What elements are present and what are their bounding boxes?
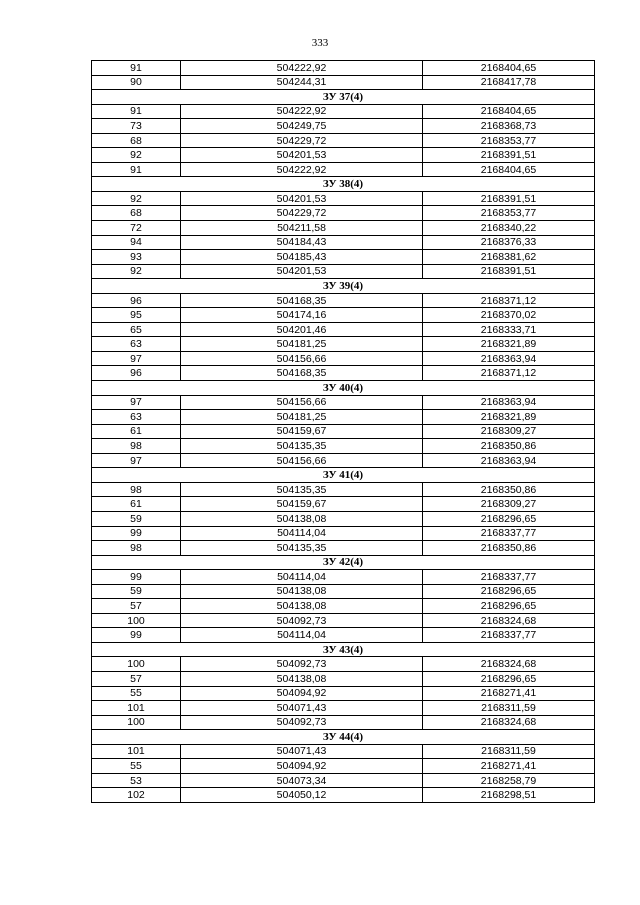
x-coordinate-cell: 504222,92 — [181, 162, 423, 177]
x-coordinate-cell: 504138,08 — [181, 671, 423, 686]
point-number-cell: 53 — [92, 773, 181, 788]
table-row — [92, 395, 595, 410]
point-number-cell: 98 — [92, 482, 181, 497]
section-header-row — [92, 90, 595, 105]
x-coordinate-cell: 504138,08 — [181, 584, 423, 599]
y-coordinate-cell: 2168296,65 — [423, 584, 595, 599]
x-coordinate-cell: 504201,53 — [181, 191, 423, 206]
table-row — [92, 511, 595, 526]
table-row — [92, 293, 595, 308]
table-row — [92, 351, 595, 366]
coordinates-table — [91, 60, 595, 803]
section-header-row — [92, 468, 595, 483]
point-number-cell: 68 — [92, 206, 181, 221]
y-coordinate-cell: 2168363,94 — [423, 453, 595, 468]
table-row — [92, 235, 595, 250]
x-coordinate-cell: 504159,67 — [181, 497, 423, 512]
y-coordinate-cell: 2168337,77 — [423, 628, 595, 643]
x-coordinate-cell: 504222,92 — [181, 104, 423, 119]
y-coordinate-cell: 2168381,62 — [423, 250, 595, 265]
x-coordinate-cell: 504184,43 — [181, 235, 423, 250]
section-title: ЗУ 43(4) — [92, 642, 595, 657]
x-coordinate-cell: 504168,35 — [181, 293, 423, 308]
y-coordinate-cell: 2168363,94 — [423, 351, 595, 366]
y-coordinate-cell: 2168271,41 — [423, 759, 595, 774]
table-row — [92, 788, 595, 803]
y-coordinate-cell: 2168368,73 — [423, 119, 595, 134]
x-coordinate-cell: 504050,12 — [181, 788, 423, 803]
point-number-cell: 99 — [92, 570, 181, 585]
y-coordinate-cell: 2168296,65 — [423, 511, 595, 526]
table-row — [92, 75, 595, 90]
x-coordinate-cell: 504135,35 — [181, 541, 423, 556]
point-number-cell: 91 — [92, 104, 181, 119]
point-number-cell: 59 — [92, 584, 181, 599]
y-coordinate-cell: 2168363,94 — [423, 395, 595, 410]
table-row — [92, 541, 595, 556]
table-row — [92, 584, 595, 599]
y-coordinate-cell: 2168311,59 — [423, 744, 595, 759]
section-title: ЗУ 38(4) — [92, 177, 595, 192]
section-header-row — [92, 381, 595, 396]
point-number-cell: 68 — [92, 133, 181, 148]
y-coordinate-cell: 2168309,27 — [423, 497, 595, 512]
x-coordinate-cell: 504156,66 — [181, 453, 423, 468]
point-number-cell: 99 — [92, 526, 181, 541]
point-number-cell: 92 — [92, 148, 181, 163]
table-row — [92, 206, 595, 221]
point-number-cell: 97 — [92, 395, 181, 410]
x-coordinate-cell: 504229,72 — [181, 133, 423, 148]
table-row — [92, 744, 595, 759]
y-coordinate-cell: 2168404,65 — [423, 61, 595, 76]
x-coordinate-cell: 504222,92 — [181, 61, 423, 76]
x-coordinate-cell: 504135,35 — [181, 482, 423, 497]
x-coordinate-cell: 504185,43 — [181, 250, 423, 265]
table-row — [92, 759, 595, 774]
table-row — [92, 482, 595, 497]
table-row — [92, 221, 595, 236]
point-number-cell: 61 — [92, 497, 181, 512]
y-coordinate-cell: 2168404,65 — [423, 162, 595, 177]
table-row — [92, 671, 595, 686]
point-number-cell: 57 — [92, 599, 181, 614]
point-number-cell: 102 — [92, 788, 181, 803]
point-number-cell: 95 — [92, 308, 181, 323]
point-number-cell: 92 — [92, 264, 181, 279]
point-number-cell: 91 — [92, 61, 181, 76]
point-number-cell: 98 — [92, 439, 181, 454]
point-number-cell: 90 — [92, 75, 181, 90]
x-coordinate-cell: 504114,04 — [181, 570, 423, 585]
table-row — [92, 250, 595, 265]
point-number-cell: 55 — [92, 686, 181, 701]
table-row — [92, 715, 595, 730]
table-row — [92, 148, 595, 163]
x-coordinate-cell: 504168,35 — [181, 366, 423, 381]
y-coordinate-cell: 2168370,02 — [423, 308, 595, 323]
y-coordinate-cell: 2168371,12 — [423, 293, 595, 308]
point-number-cell: 96 — [92, 293, 181, 308]
section-title: ЗУ 39(4) — [92, 279, 595, 294]
section-title: ЗУ 40(4) — [92, 381, 595, 396]
point-number-cell: 63 — [92, 337, 181, 352]
section-title: ЗУ 37(4) — [92, 90, 595, 105]
table-row — [92, 439, 595, 454]
x-coordinate-cell: 504156,66 — [181, 351, 423, 366]
x-coordinate-cell: 504181,25 — [181, 410, 423, 425]
point-number-cell: 97 — [92, 351, 181, 366]
section-header-row — [92, 642, 595, 657]
section-title: ЗУ 42(4) — [92, 555, 595, 570]
y-coordinate-cell: 2168391,51 — [423, 191, 595, 206]
point-number-cell: 59 — [92, 511, 181, 526]
y-coordinate-cell: 2168324,68 — [423, 657, 595, 672]
section-header-row — [92, 177, 595, 192]
table-row — [92, 497, 595, 512]
y-coordinate-cell: 2168353,77 — [423, 206, 595, 221]
table-row — [92, 570, 595, 585]
x-coordinate-cell: 504092,73 — [181, 657, 423, 672]
table-row — [92, 686, 595, 701]
x-coordinate-cell: 504181,25 — [181, 337, 423, 352]
x-coordinate-cell: 504174,16 — [181, 308, 423, 323]
x-coordinate-cell: 504159,67 — [181, 424, 423, 439]
x-coordinate-cell: 504211,58 — [181, 221, 423, 236]
point-number-cell: 63 — [92, 410, 181, 425]
y-coordinate-cell: 2168350,86 — [423, 439, 595, 454]
y-coordinate-cell: 2168258,79 — [423, 773, 595, 788]
y-coordinate-cell: 2168353,77 — [423, 133, 595, 148]
x-coordinate-cell: 504201,53 — [181, 264, 423, 279]
table-row — [92, 599, 595, 614]
point-number-cell: 97 — [92, 453, 181, 468]
y-coordinate-cell: 2168298,51 — [423, 788, 595, 803]
table-row — [92, 453, 595, 468]
y-coordinate-cell: 2168391,51 — [423, 148, 595, 163]
y-coordinate-cell: 2168296,65 — [423, 599, 595, 614]
table-row — [92, 410, 595, 425]
y-coordinate-cell: 2168324,68 — [423, 715, 595, 730]
x-coordinate-cell: 504138,08 — [181, 599, 423, 614]
table-row — [92, 424, 595, 439]
table-row — [92, 322, 595, 337]
table-row — [92, 628, 595, 643]
x-coordinate-cell: 504092,73 — [181, 613, 423, 628]
table-row — [92, 133, 595, 148]
point-number-cell: 72 — [92, 221, 181, 236]
coordinates-table-body — [92, 61, 595, 803]
y-coordinate-cell: 2168321,89 — [423, 410, 595, 425]
table-row — [92, 264, 595, 279]
table-row — [92, 526, 595, 541]
y-coordinate-cell: 2168376,33 — [423, 235, 595, 250]
x-coordinate-cell: 504071,43 — [181, 701, 423, 716]
x-coordinate-cell: 504094,92 — [181, 686, 423, 701]
point-number-cell: 96 — [92, 366, 181, 381]
x-coordinate-cell: 504114,04 — [181, 526, 423, 541]
page-number: 333 — [311, 37, 329, 49]
table-row — [92, 308, 595, 323]
point-number-cell: 61 — [92, 424, 181, 439]
y-coordinate-cell: 2168321,89 — [423, 337, 595, 352]
y-coordinate-cell: 2168337,77 — [423, 570, 595, 585]
point-number-cell: 57 — [92, 671, 181, 686]
y-coordinate-cell: 2168296,65 — [423, 671, 595, 686]
y-coordinate-cell: 2168371,12 — [423, 366, 595, 381]
table-row — [92, 613, 595, 628]
y-coordinate-cell: 2168391,51 — [423, 264, 595, 279]
y-coordinate-cell: 2168340,22 — [423, 221, 595, 236]
point-number-cell: 94 — [92, 235, 181, 250]
point-number-cell: 92 — [92, 191, 181, 206]
y-coordinate-cell: 2168337,77 — [423, 526, 595, 541]
table-row — [92, 61, 595, 76]
point-number-cell: 99 — [92, 628, 181, 643]
point-number-cell: 93 — [92, 250, 181, 265]
x-coordinate-cell: 504071,43 — [181, 744, 423, 759]
x-coordinate-cell: 504092,73 — [181, 715, 423, 730]
table-row — [92, 701, 595, 716]
section-header-row — [92, 279, 595, 294]
y-coordinate-cell: 2168417,78 — [423, 75, 595, 90]
point-number-cell: 73 — [92, 119, 181, 134]
table-row — [92, 366, 595, 381]
y-coordinate-cell: 2168324,68 — [423, 613, 595, 628]
section-title: ЗУ 44(4) — [92, 730, 595, 745]
y-coordinate-cell: 2168309,27 — [423, 424, 595, 439]
x-coordinate-cell: 504229,72 — [181, 206, 423, 221]
point-number-cell: 55 — [92, 759, 181, 774]
y-coordinate-cell: 2168350,86 — [423, 482, 595, 497]
point-number-cell: 100 — [92, 715, 181, 730]
section-header-row — [92, 555, 595, 570]
x-coordinate-cell: 504135,35 — [181, 439, 423, 454]
table-row — [92, 773, 595, 788]
x-coordinate-cell: 504244,31 — [181, 75, 423, 90]
point-number-cell: 101 — [92, 744, 181, 759]
y-coordinate-cell: 2168333,71 — [423, 322, 595, 337]
point-number-cell: 100 — [92, 613, 181, 628]
table-row — [92, 162, 595, 177]
point-number-cell: 100 — [92, 657, 181, 672]
x-coordinate-cell: 504201,53 — [181, 148, 423, 163]
x-coordinate-cell: 504138,08 — [181, 511, 423, 526]
x-coordinate-cell: 504156,66 — [181, 395, 423, 410]
x-coordinate-cell: 504114,04 — [181, 628, 423, 643]
section-title: ЗУ 41(4) — [92, 468, 595, 483]
y-coordinate-cell: 2168404,65 — [423, 104, 595, 119]
point-number-cell: 91 — [92, 162, 181, 177]
point-number-cell: 65 — [92, 322, 181, 337]
table-row — [92, 104, 595, 119]
table-row — [92, 191, 595, 206]
x-coordinate-cell: 504249,75 — [181, 119, 423, 134]
table-row — [92, 657, 595, 672]
y-coordinate-cell: 2168311,59 — [423, 701, 595, 716]
table-row — [92, 119, 595, 134]
section-header-row — [92, 730, 595, 745]
table-row — [92, 337, 595, 352]
y-coordinate-cell: 2168350,86 — [423, 541, 595, 556]
y-coordinate-cell: 2168271,41 — [423, 686, 595, 701]
point-number-cell: 98 — [92, 541, 181, 556]
x-coordinate-cell: 504073,34 — [181, 773, 423, 788]
point-number-cell: 101 — [92, 701, 181, 716]
x-coordinate-cell: 504094,92 — [181, 759, 423, 774]
x-coordinate-cell: 504201,46 — [181, 322, 423, 337]
